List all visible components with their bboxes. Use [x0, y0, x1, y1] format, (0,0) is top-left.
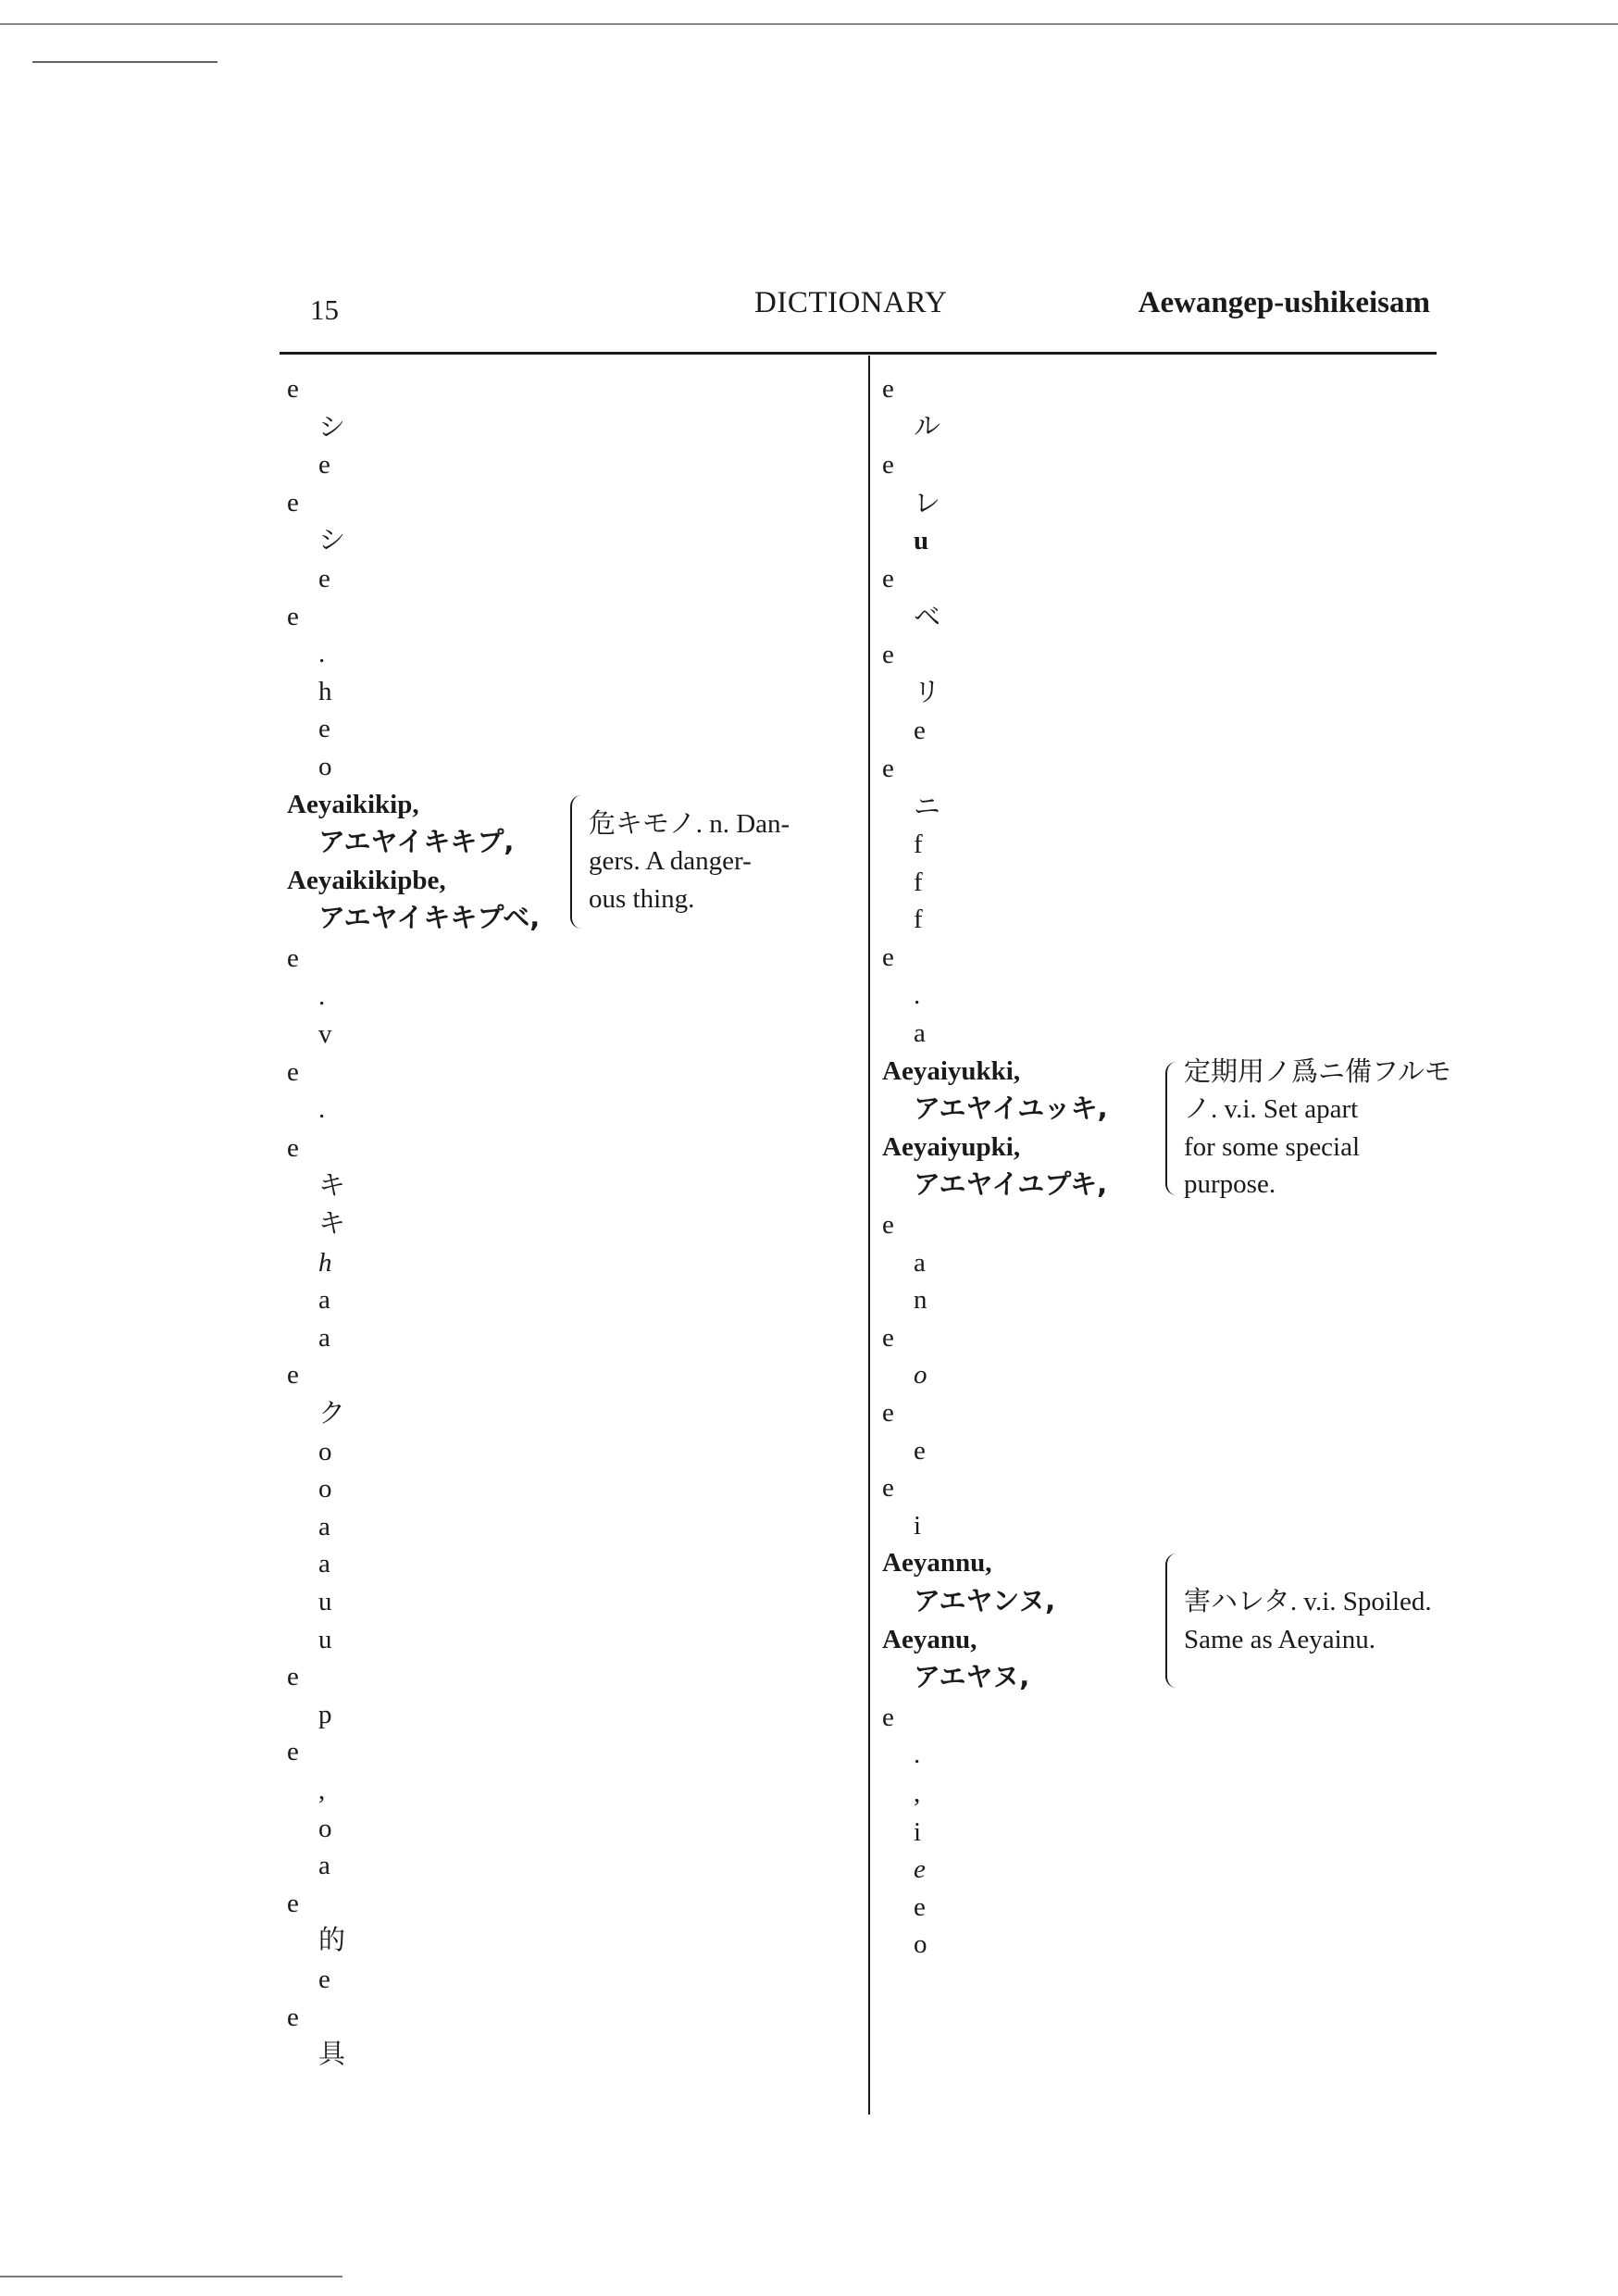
definition-line: 害ハレタ. v.i. Spoiled.	[1184, 1587, 1432, 1616]
page-number: 15	[310, 293, 339, 326]
entry-first-line	[882, 560, 1451, 598]
entry-continuation-line	[287, 1016, 856, 1054]
text: e	[287, 1132, 299, 1163]
entry-first-line	[882, 636, 1451, 674]
entry-first-line	[882, 446, 1451, 484]
running-title: DICTIONARY	[754, 286, 948, 319]
entry-continuation-line	[882, 1851, 1451, 1889]
definition-text: a	[914, 1018, 926, 1049]
entry-continuation-line	[287, 1810, 856, 1848]
text: 具	[318, 2040, 346, 2070]
text: .	[914, 980, 921, 1010]
text: キ	[318, 1171, 346, 1202]
text: e	[882, 1322, 894, 1353]
entry-continuation-line	[882, 1926, 1451, 1964]
text: シ	[318, 526, 346, 556]
entry-first-line	[882, 1206, 1451, 1244]
entry-continuation-line	[287, 1281, 856, 1319]
grouped-headwords	[882, 1053, 1160, 1204]
text: e	[318, 714, 330, 744]
scan-edge-left	[32, 61, 218, 63]
text: e	[882, 1210, 894, 1241]
running-header	[305, 282, 1435, 325]
entry-first-line	[287, 1356, 856, 1394]
text: e	[318, 450, 330, 480]
entry-continuation-line	[287, 748, 856, 786]
entry-first-line	[287, 484, 856, 522]
grouped-entry	[287, 786, 856, 938]
entry-continuation-line	[287, 408, 856, 447]
entry-continuation-line	[287, 1319, 856, 1357]
entry-continuation-line	[882, 1736, 1451, 1775]
entry-continuation-line	[287, 1621, 856, 1659]
text: ル	[914, 411, 941, 442]
right-column	[882, 370, 1451, 1964]
headword: Aeyaikikip,	[287, 789, 419, 819]
entry-continuation-line	[882, 1775, 1451, 1814]
entry-continuation-line	[882, 408, 1451, 447]
entry-continuation-line	[287, 446, 856, 484]
text: e	[287, 1662, 299, 1692]
entry-continuation-line	[287, 521, 856, 560]
text: f	[914, 830, 923, 860]
entry-continuation-line	[882, 1814, 1451, 1852]
headword: Aeyanu,	[882, 1624, 977, 1654]
text: u	[318, 1587, 332, 1616]
entry-first-line	[287, 1885, 856, 1923]
definition-text: a	[914, 1247, 926, 1278]
entry-continuation-line	[287, 1545, 856, 1583]
definition-line: 危キモノ. n. Dan-	[589, 808, 790, 839]
text: o	[914, 1929, 927, 1960]
entry-continuation-line	[287, 1433, 856, 1471]
text: e	[914, 1891, 926, 1922]
entry-first-line	[882, 1319, 1451, 1357]
definition-text: o	[318, 1436, 332, 1466]
text: e	[882, 1702, 894, 1732]
text: e	[882, 450, 894, 480]
text: p	[318, 1699, 332, 1729]
text: e	[914, 716, 926, 746]
entry-continuation-line	[287, 1205, 856, 1244]
entry-continuation-line	[287, 710, 856, 748]
text: o	[318, 1813, 332, 1843]
text: a	[318, 1851, 330, 1881]
entry-continuation-line	[882, 1015, 1451, 1053]
entry-continuation-line	[882, 522, 1451, 560]
text: v	[318, 1019, 332, 1050]
text: e	[318, 1964, 330, 1994]
text: a	[318, 1285, 330, 1316]
headword: Aeyannu,	[882, 1548, 992, 1578]
text: .	[318, 980, 326, 1011]
entry-continuation-line	[287, 1244, 856, 1282]
text: u	[318, 1624, 332, 1654]
text: i	[914, 1510, 922, 1541]
synonym: u	[914, 526, 929, 556]
entry-continuation-line	[882, 598, 1451, 637]
text: レ	[914, 488, 941, 518]
scan-edge-bottom	[0, 2276, 342, 2277]
definition-line: gers. A danger-	[589, 846, 752, 877]
text: f	[914, 905, 923, 935]
definition-text: o	[318, 1474, 332, 1504]
entry-first-line	[287, 1999, 856, 2037]
text: e	[882, 753, 894, 783]
entry-continuation-line	[287, 635, 856, 673]
entry-continuation-line	[882, 1507, 1451, 1545]
katakana-reading: アエヤヌ,	[914, 1661, 1030, 1693]
text: .	[914, 1740, 921, 1770]
entry-first-line	[882, 939, 1451, 977]
entry-continuation-line	[287, 1091, 856, 1129]
entry-continuation-line	[882, 901, 1451, 939]
text: e	[914, 1435, 926, 1466]
text: ベ	[914, 602, 941, 632]
entry-continuation-line	[287, 1771, 856, 1810]
column-divider	[868, 356, 870, 2115]
entry-continuation-line	[882, 1432, 1451, 1470]
text: e	[287, 601, 299, 631]
entry-continuation-line	[287, 1961, 856, 1999]
text: f	[914, 867, 923, 897]
grouped-definition	[1184, 1054, 1451, 1204]
guide-word: Aewangep-ushikeisam	[1138, 286, 1430, 319]
text: シ	[318, 412, 346, 443]
katakana-reading: アエヤイキキプ,	[318, 826, 515, 858]
katakana-reading: アエヤイユプキ,	[914, 1168, 1108, 1201]
entry-continuation-line	[287, 2036, 856, 2075]
text: a	[318, 1322, 330, 1353]
text: .	[318, 1094, 326, 1125]
entry-continuation-line	[287, 1696, 856, 1734]
text: e	[882, 942, 894, 972]
entry-continuation-line	[882, 674, 1451, 713]
text: ,	[914, 1778, 921, 1808]
text: e	[318, 563, 330, 593]
grouped-entry	[882, 1544, 1451, 1696]
grouped-definition	[1184, 1583, 1451, 1658]
entry-continuation-line	[287, 1847, 856, 1885]
text: e	[287, 1737, 299, 1767]
text: e	[882, 563, 894, 593]
text: e	[882, 374, 894, 404]
entry-first-line	[882, 370, 1451, 408]
text: o	[318, 751, 332, 781]
entry-continuation-line	[287, 978, 856, 1017]
entry-first-line	[882, 750, 1451, 788]
grouped-headwords	[882, 1544, 1160, 1696]
katakana-reading: アエヤイキキプベ,	[318, 902, 541, 934]
katakana-reading: アエヤイユッキ,	[914, 1092, 1108, 1125]
part-of-speech: e	[914, 1854, 926, 1885]
text: .	[318, 639, 326, 669]
entry-continuation-line	[882, 788, 1451, 827]
entry-continuation-line	[287, 673, 856, 711]
entry-continuation-line	[882, 1356, 1451, 1394]
grouped-headwords	[287, 786, 565, 938]
text: ,	[318, 1775, 326, 1805]
entry-continuation-line	[882, 712, 1451, 750]
entry-continuation-line	[882, 977, 1451, 1016]
text: e	[287, 487, 299, 518]
entry-first-line	[882, 1394, 1451, 1432]
part-of-speech: h	[318, 1247, 332, 1278]
left-column	[287, 370, 856, 2075]
brace	[565, 786, 589, 938]
brace	[1160, 1544, 1184, 1696]
entry-first-line	[287, 370, 856, 408]
text: ニ	[914, 792, 941, 822]
entry-continuation-line	[882, 1244, 1451, 1282]
grouped-entry	[882, 1053, 1451, 1204]
entry-first-line	[287, 940, 856, 978]
scan-edge-top	[0, 23, 1618, 25]
entry-continuation-line	[882, 864, 1451, 902]
entry-first-line	[882, 1699, 1451, 1737]
text: n	[914, 1285, 927, 1316]
entry-first-line	[882, 1469, 1451, 1507]
text: a	[318, 1511, 330, 1541]
entry-continuation-line	[287, 1470, 856, 1508]
text: h	[318, 676, 332, 706]
entry-first-line	[287, 1733, 856, 1771]
headword: Aeyaiyupki,	[882, 1131, 1021, 1162]
definition-line: Same as Aeyainu.	[1184, 1624, 1375, 1654]
entry-continuation-line	[882, 1281, 1451, 1319]
entry-first-line	[287, 1129, 856, 1167]
brace	[1160, 1053, 1184, 1204]
entry-continuation-line	[287, 1508, 856, 1546]
text: e	[287, 942, 299, 973]
entry-continuation-line	[882, 484, 1451, 523]
definition-line: ous thing.	[589, 884, 695, 915]
text: e	[882, 1473, 894, 1504]
entry-continuation-line	[287, 1583, 856, 1621]
grouped-definition	[589, 805, 856, 918]
entry-first-line	[287, 1658, 856, 1696]
text: e	[882, 1398, 894, 1429]
entry-continuation-line	[287, 560, 856, 598]
text: リ	[914, 677, 941, 707]
definition-line: purpose.	[1184, 1169, 1276, 1200]
entry-continuation-line	[882, 826, 1451, 864]
part-of-speech: o	[914, 1360, 927, 1391]
entry-first-line	[287, 1054, 856, 1092]
text: e	[287, 1360, 299, 1391]
text: キ	[318, 1209, 346, 1240]
entry-continuation-line	[287, 1922, 856, 1961]
headword: Aeyaiyukki,	[882, 1055, 1021, 1086]
text: ク	[318, 1399, 346, 1429]
text: e	[287, 374, 299, 404]
text: e	[287, 1888, 299, 1918]
katakana-reading: アエヤンヌ,	[914, 1585, 1056, 1616]
definition-text: a	[318, 1549, 330, 1579]
text: e	[882, 640, 894, 670]
entry-continuation-line	[882, 1889, 1451, 1927]
definition-line: 定期用ノ爲ニ備フルモ	[1184, 1056, 1451, 1087]
entry-continuation-line	[287, 1394, 856, 1433]
header-rule	[280, 352, 1437, 355]
text: 的	[318, 1926, 346, 1956]
entry-first-line	[287, 598, 856, 636]
entry-continuation-line	[287, 1167, 856, 1205]
definition-line: for some special	[1184, 1131, 1361, 1162]
definition-line: ノ. v.i. Set apart	[1184, 1094, 1359, 1125]
text: i	[914, 1816, 922, 1847]
text: e	[287, 1056, 299, 1087]
headword: Aeyaikikipbe,	[287, 865, 446, 895]
text: e	[287, 2002, 299, 2032]
